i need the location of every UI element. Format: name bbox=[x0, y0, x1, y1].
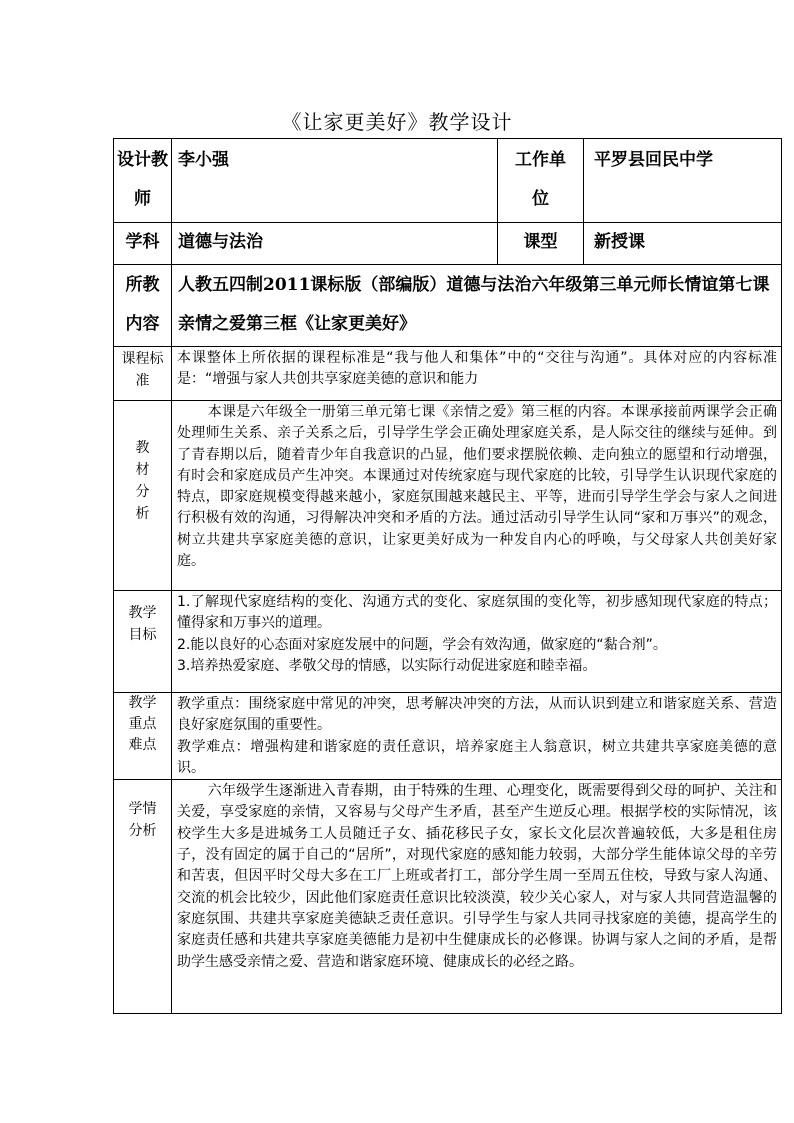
content-value: 人教五四制2011课标版（部编版）道德与法治六年级第三单元师长情谊第七课亲情之爱第三框《让家更美好》 bbox=[172, 265, 782, 347]
type-value: 新授课 bbox=[584, 223, 782, 265]
content-label: 所教内容 bbox=[114, 265, 172, 347]
teacher-label: 设计教师 bbox=[114, 139, 172, 223]
standard-text: 本课整体上所依据的课程标准是“我与他人和集体”中的“交往与沟通”。具体对应的内容标准是：“增强与家人共创共享家庭美德的意识和能力 bbox=[172, 347, 782, 401]
row-standard bbox=[114, 347, 782, 401]
goals-list bbox=[172, 591, 782, 693]
goal-item: 3.培养热爱家庭、孝敬父母的情感，以实际行动促进家庭和睦幸福。 bbox=[177, 657, 597, 674]
students-text: 六年级学生逐渐进入青春期，由于特殊的生理、心理变化，既需要得到父母的呵护、关注和关爱，享受家庭的亲情，又容易与父母产生矛盾，甚至产生逆反心理。根据学校的实际情况，该校学生大多是进城务工人员随迁子女、插花移民子女，家长文化层次普遍较低，大多是租住房子，没有固定的属于自己的“居所”，对现代家庭的感知能力较弱，大部分学生能体谅父母的辛劳和苦衷，但因平时父母大多在工厂上班或者打工，部分学生周一至周五住校，导致与家人沟通、交流的机会比较少，因此他们家庭责任意识比较淡漠，较少关心家人，对与家人共同营造温馨的家庭氛围、共建共享家庭美德缺乏责任意识。引导学生与家人共同寻找家庭的美德，提高学生的家庭责任感和共建共享家庭美德能力是初中生健康成长的必修课。协调与家人之间的矛盾，是帮助学生感受亲情之爱、营造和谐家庭环境、健康成长的必经之路。 bbox=[172, 780, 782, 1014]
goal-item: 2.能以良好的心态面对家庭发展中的问题，学会有效沟通，做家庭的“黏合剂”。 bbox=[177, 636, 667, 653]
students-label: 学情分析 bbox=[114, 780, 172, 1014]
row-students bbox=[114, 780, 782, 1014]
unit-label: 工作单位 bbox=[498, 139, 584, 223]
key-point-text: 教学重点：围绕家庭中常见的冲突，思考解决冲突的方法，从而认识到建立和谐家庭关系、营造良好家庭氛围的重要性。 bbox=[177, 696, 777, 734]
keypoints-label: 教学重点难点 bbox=[114, 693, 172, 780]
difficulty-text: 教学难点：增强构建和谐家庭的责任意识，培养家庭主人翁意识，树立共建共享家庭美德的意识。 bbox=[177, 738, 777, 776]
material-label: 教材分析 bbox=[114, 401, 172, 591]
teacher-value: 李小强 bbox=[172, 139, 498, 223]
unit-value: 平罗县回民中学 bbox=[584, 139, 782, 223]
lesson-plan-table bbox=[113, 138, 782, 1014]
page-title: 《让家更美好》教学设计 bbox=[281, 110, 513, 134]
row-teacher bbox=[114, 139, 782, 223]
goal-item: 1.了解现代家庭结构的变化、沟通方式的变化、家庭氛围的变化等，初步感知现代家庭的特点；懂得家和万事兴的道理。 bbox=[177, 594, 777, 632]
subject-label: 学科 bbox=[114, 223, 172, 265]
row-goals bbox=[114, 591, 782, 693]
row-keypoints bbox=[114, 693, 782, 780]
keypoints-cell bbox=[172, 693, 782, 780]
standard-label: 课程标准 bbox=[114, 347, 172, 401]
subject-value: 道德与法治 bbox=[172, 223, 498, 265]
goals-label: 教学目标 bbox=[114, 591, 172, 693]
row-subject bbox=[114, 223, 782, 265]
row-material bbox=[114, 401, 782, 591]
type-label: 课型 bbox=[498, 223, 584, 265]
material-text: 本课是六年级全一册第三单元第七课《亲情之爱》第三框的内容。本课承接前两课学会正确处理师生关系、亲子关系之后，引导学生学会正确处理家庭关系，是人际交往的继续与延伸。到了青春期以后，随着青少年自我意识的凸显，他们要求摆脱依赖、走向独立的愿望和行动增强，有时会和家庭成员产生冲突。本课通过对传统家庭与现代家庭的比较，引导学生认识现代家庭的特点，即家庭规模变得越来越小，家庭氛围越来越民主、平等，进而引导学生学会与家人之间进行积极有效的沟通，习得解决冲突和矛盾的方法。通过活动引导学生认同“家和万事兴”的观念，树立共建共享家庭美德的意识，让家更美好成为一种发自内心的呼唤，与父母家人共创美好家庭。 bbox=[172, 401, 782, 591]
row-content bbox=[114, 265, 782, 347]
